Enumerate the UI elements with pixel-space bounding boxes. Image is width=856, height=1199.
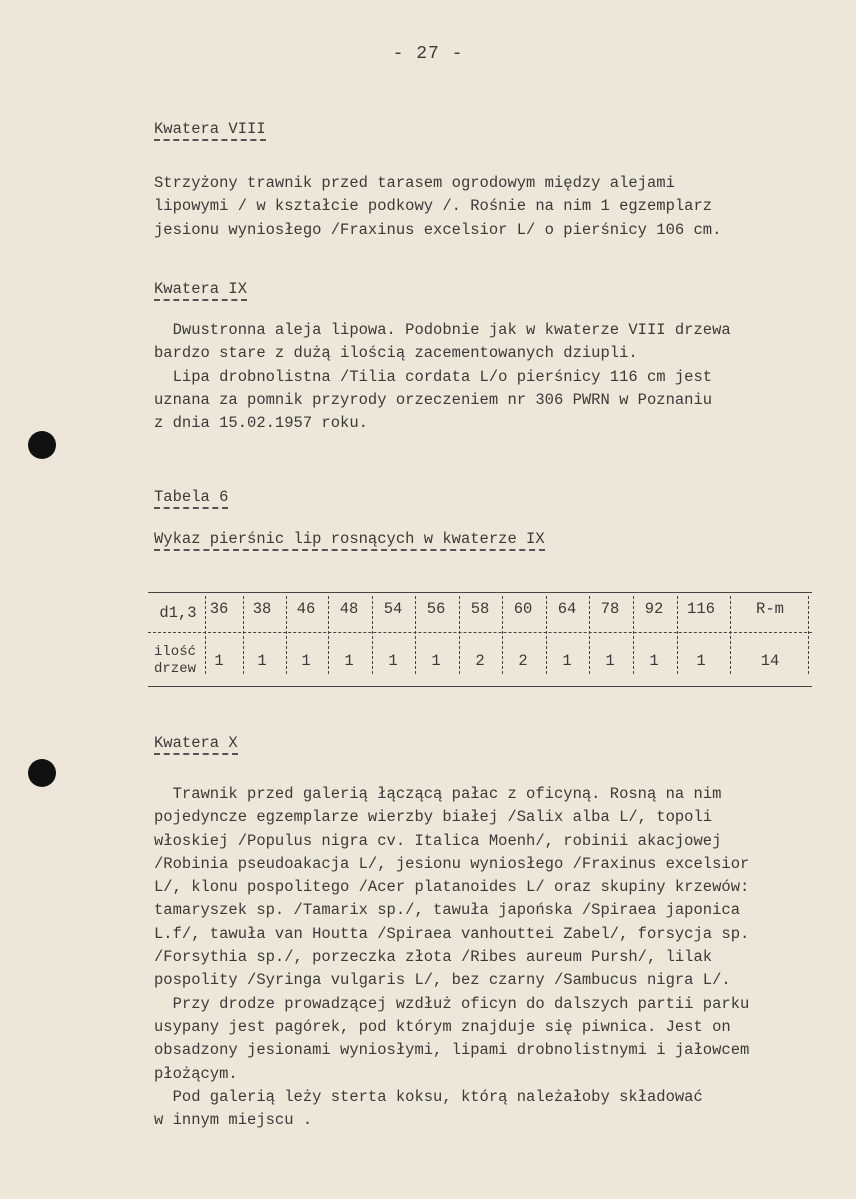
table-cell: 2 <box>518 652 528 670</box>
table-cell: 1 <box>431 652 441 670</box>
text-line: płożącym. <box>154 1064 238 1083</box>
page-number: - 27 - <box>392 44 464 64</box>
table-cell: 1 <box>257 652 267 670</box>
text-line: tamaryszek sp. /Tamarix sp./, tawuła japońska /Spiraea japonica <box>154 901 740 920</box>
column-header: 92 <box>644 600 664 618</box>
text-line: obsadzony jesionami wyniosłymi, lipami drobnolistnymi i jałowcem <box>154 1041 750 1060</box>
column-separator <box>415 596 416 674</box>
table-cell: 1 <box>605 652 615 670</box>
column-header: 58 <box>470 600 490 618</box>
column-header: 116 <box>687 600 715 618</box>
column-header: 54 <box>383 600 403 618</box>
table-cell: 1 <box>696 652 706 670</box>
column-header: R-m <box>756 600 784 618</box>
text-line: /Forsythia sp./, porzeczka złota /Ribes aureum Pursh/, lilak <box>154 948 713 967</box>
text-line: L/, klonu pospolitego /Acer platanoides L/ oraz skupiny krzewów: <box>154 878 750 897</box>
text-line: pospolity /Syringa vulgaris L/, bez czarny /Sambucus nigra L/. <box>154 971 731 990</box>
column-separator <box>677 596 678 674</box>
column-header: 46 <box>296 600 316 618</box>
row-label: ilość drzew <box>154 644 197 677</box>
text-line: Pod galerią leży sterta koksu, którą należałoby składować <box>154 1087 703 1106</box>
text-line: usypany jest pagórek, pod którym znajduje się piwnica. Jest on <box>154 1017 731 1036</box>
header-label: d1,3 <box>159 604 197 622</box>
column-separator <box>808 596 809 674</box>
column-header: 36 <box>209 600 229 618</box>
section-paragraph: Dwustronna aleja lipowa. Podobnie jak w kwaterze VIII drzewa bardzo stare z dużą ilością zacementowanych dziupli. Lipa drobnolistna /Tilia cordata L/o pierśnicy 116 cm jest uznana za pomnik przyrody orzeczeniem nr 306 PWRN w Poznaniu z dnia 15.02.1957 roku. <box>154 321 731 433</box>
column-header: 38 <box>252 600 272 618</box>
text-line: L.f/, tawuła van Houtta /Spiraea vanhouttei Zabel/, forsycja sp. <box>154 924 750 943</box>
column-header: 56 <box>426 600 446 618</box>
section-heading: Kwatera X <box>154 734 238 752</box>
table-label: Tabela 6 <box>154 488 228 506</box>
column-separator <box>730 596 731 674</box>
column-separator <box>633 596 634 674</box>
table-cell: 14 <box>760 652 780 670</box>
table-title: Wykaz pierśnic lip rosnących w kwaterze IX <box>154 530 545 548</box>
table-cell: 1 <box>301 652 311 670</box>
section-heading: Kwatera IX <box>154 280 247 298</box>
section-paragraph: Strzyżony trawnik przed tarasem ogrodowym między alejami lipowymi / w kształcie podkowy /. Rośnie na nim 1 egzemplarz jesionu wyniosłego /Fraxinus excelsior L/ o pierśnicy 106 cm. <box>154 174 722 239</box>
text-line: włoskiej /Populus nigra cv. Italica Moenh/, robinii akacjowej <box>154 831 722 850</box>
text-line: /Robinia pseudoakacja L/, jesionu wyniosłego /Fraxinus excelsior <box>154 854 750 873</box>
punch-hole <box>28 759 56 787</box>
table-cell: 1 <box>649 652 659 670</box>
column-header: 78 <box>600 600 620 618</box>
table-cell: 1 <box>214 652 224 670</box>
column-separator <box>205 596 206 674</box>
column-separator <box>459 596 460 674</box>
column-separator <box>243 596 244 674</box>
text-line: Trawnik przed galerią łączącą pałac z oficyną. Rosną na nim <box>154 785 722 803</box>
table-cell: 1 <box>344 652 354 670</box>
column-header: 60 <box>513 600 533 618</box>
column-separator <box>328 596 329 674</box>
table-bottom-rule <box>148 686 812 687</box>
column-header: 48 <box>339 600 359 618</box>
table-cell: 1 <box>562 652 572 670</box>
punch-hole <box>28 431 56 459</box>
table-top-rule <box>148 592 812 593</box>
column-separator <box>589 596 590 674</box>
column-separator <box>546 596 547 674</box>
diameter-table <box>148 590 812 690</box>
column-header: 64 <box>557 600 577 618</box>
section-heading: Kwatera VIII <box>154 120 266 138</box>
text-line: pojedyncze egzemplarze wierzby białej /Salix alba L/, topoli <box>154 808 713 827</box>
table-middle-rule <box>148 632 812 633</box>
column-separator <box>372 596 373 674</box>
table-cell: 2 <box>475 652 485 670</box>
column-separator <box>502 596 503 674</box>
column-separator <box>286 596 287 674</box>
text-line: Przy drodze prowadzącej wzdłuż oficyn do dalszych partii parku <box>154 994 750 1013</box>
section-paragraph <box>154 783 814 1132</box>
table-cell: 1 <box>388 652 398 670</box>
text-line: w innym miejscu . <box>154 1111 313 1130</box>
